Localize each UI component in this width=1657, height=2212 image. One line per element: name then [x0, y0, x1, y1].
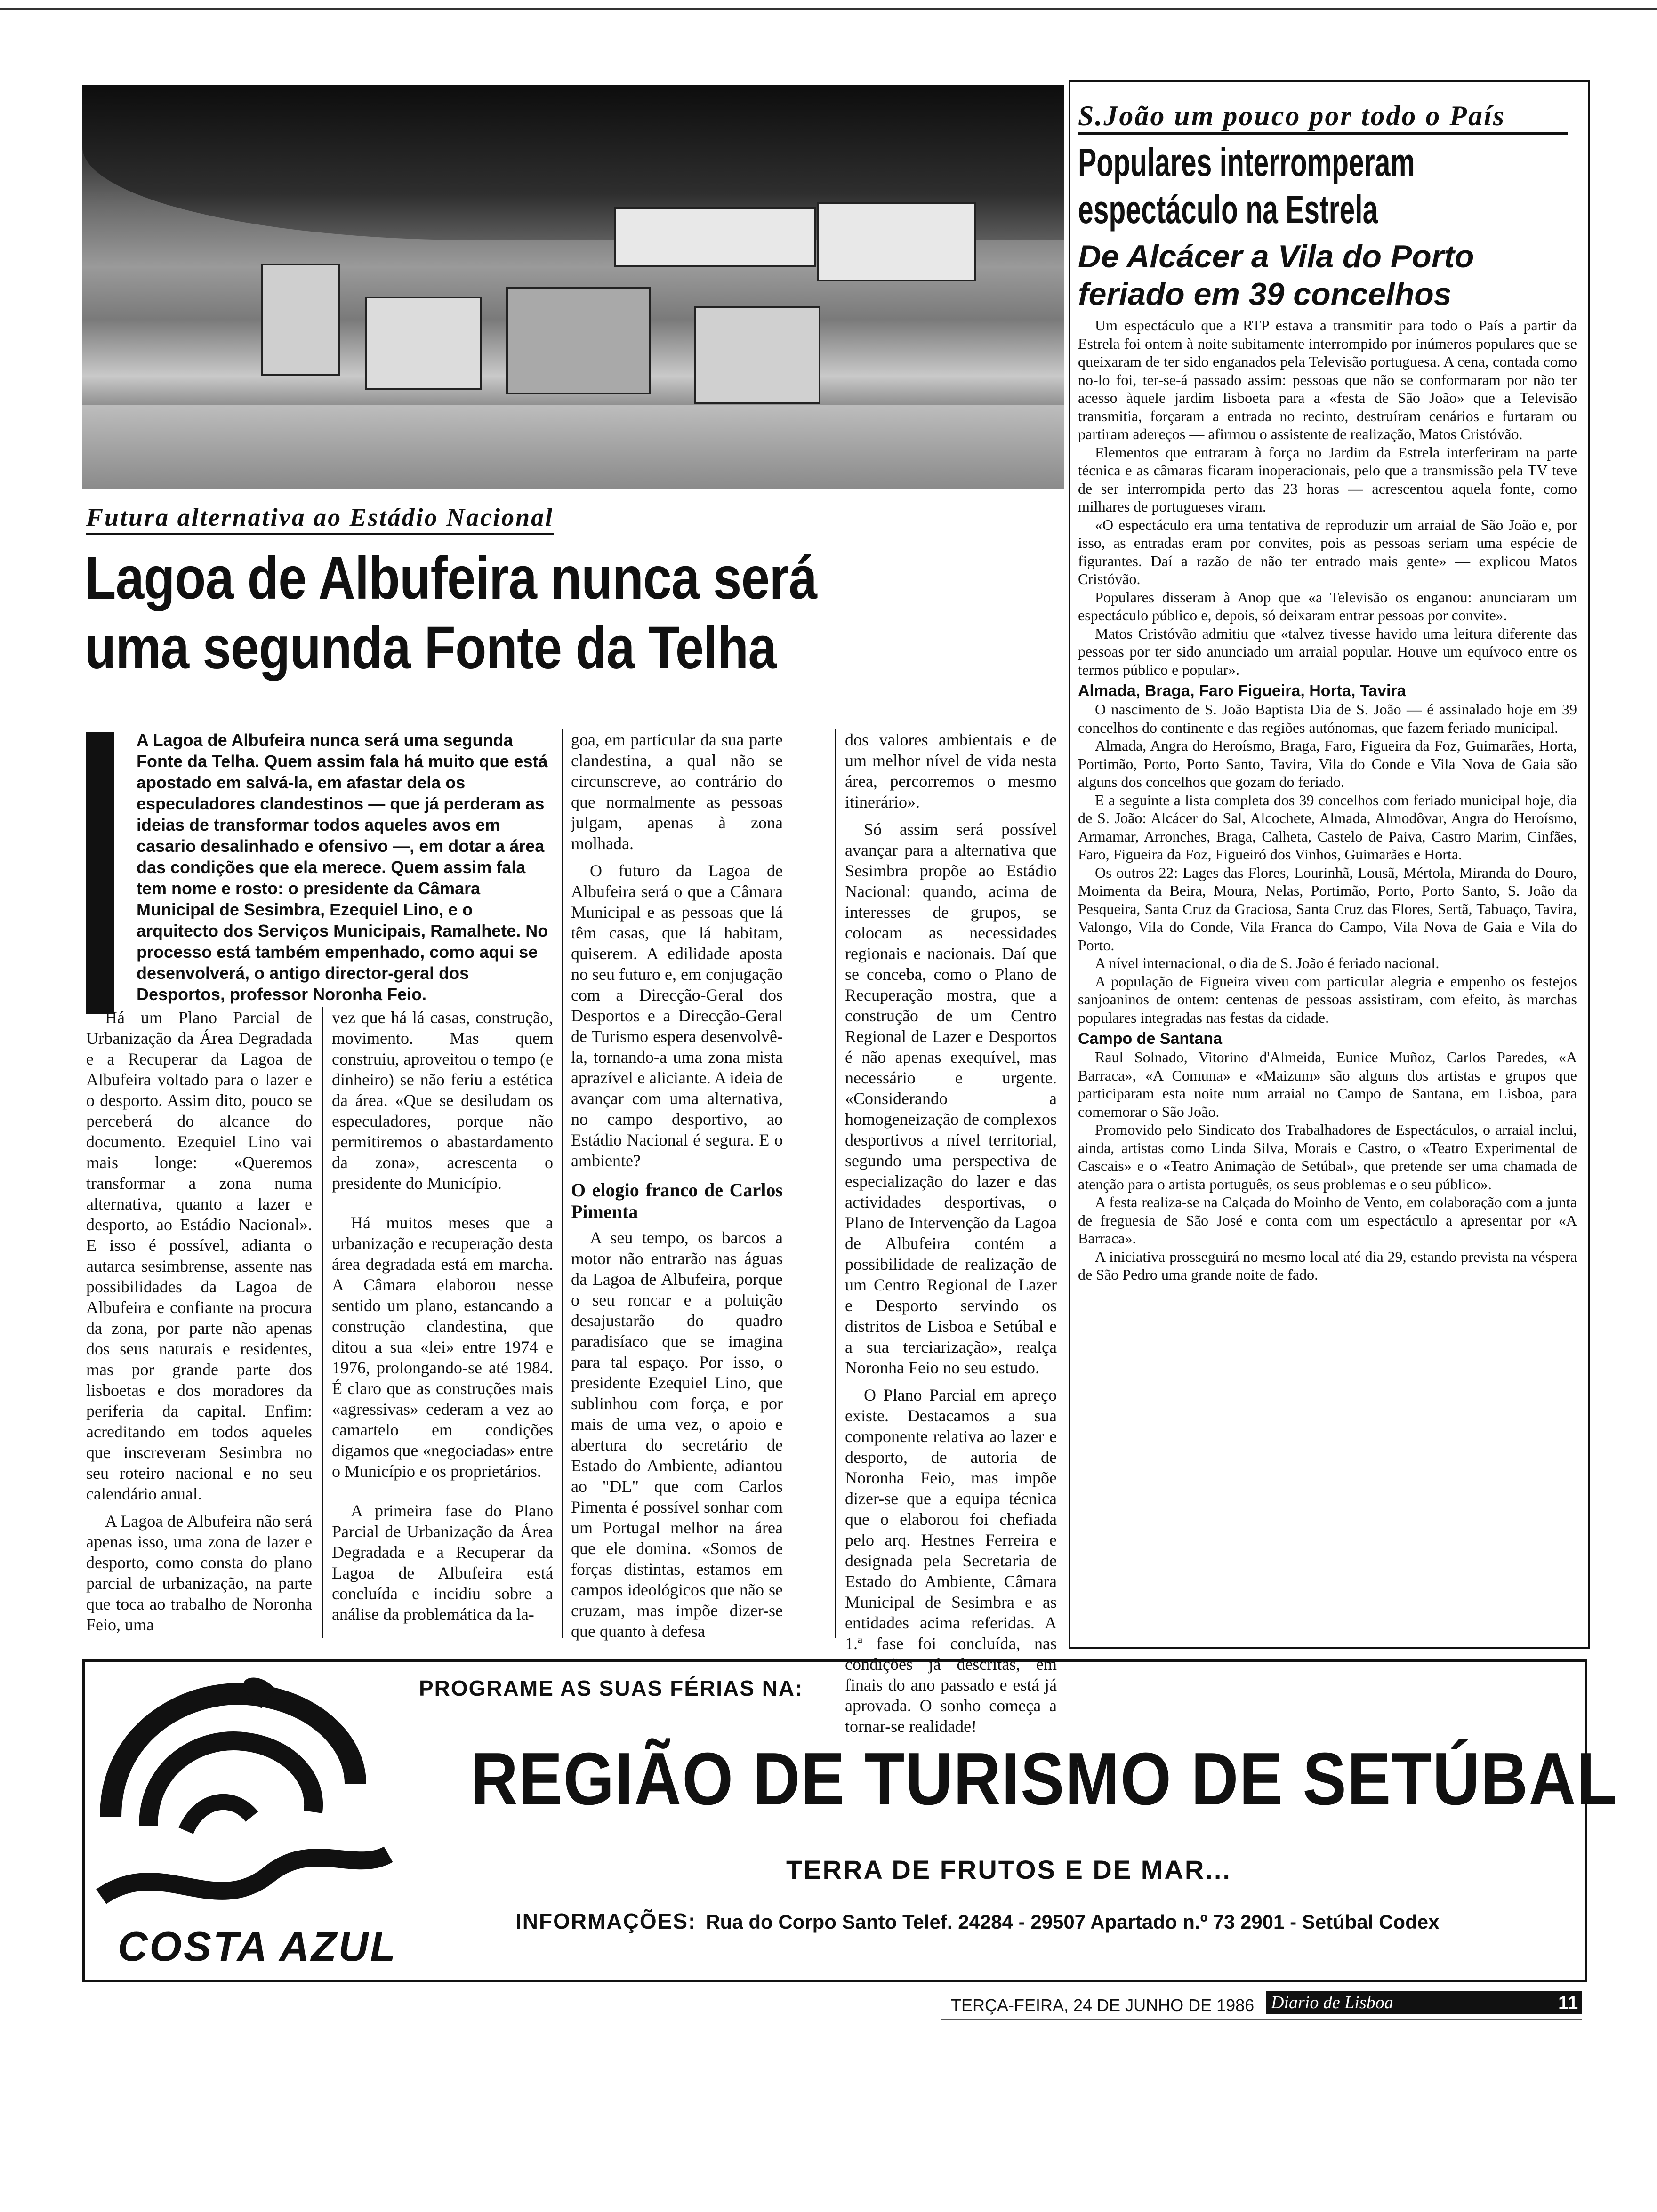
left-headline [85, 544, 917, 683]
paragraph: Matos Cristóvão admitiu que «talvez tivesse havido uma leitura diferente das pessoas por ter sido anunciado um arraial popular. Houve um equívoco entre os termos público e popular». [1078, 625, 1577, 678]
photo-building [694, 306, 820, 404]
paragraph: Há um Plano Parcial de Urbanização da Área Degradada e a Recuperar da Lagoa de Albufeira voltado para o lazer e o desporto. Assim dito, pouco se perceberá do alcance do documento. Ezequiel Lino vai mais longe: «Queremos transformar a zona numa alternativa, quanto a lazer e desporto, ao Estádio Nacional». E isso é possível, adianta o autarca sesimbrense, assente nas possibilidades da Lagoa de Albufeira e confiante na procura da zona, por parte não apenas dos seus naturais e residentes, mas por grande parte dos lisboetas e dos moradores da periferia da capital. Enfim: acreditando em todos aqueles que inscreveram Sesimbra no seu roteiro nacional e no seu calendário anual. [86, 1008, 312, 1503]
right-story-body [1078, 316, 1577, 1284]
subhead: Campo de Santana [1078, 1030, 1223, 1048]
paragraph: Elementos que entraram à força no Jardim da Estrela interferiram na parte técnica e as câmaras ficaram inoperacionais, pelo que a transmissão pela TV teve de ser interrompida perto das 23 horas — acrescentou aquela fonte, como milhares de portugueses viram. [1078, 443, 1577, 515]
column-rule [835, 729, 836, 1638]
photo-building [614, 207, 816, 267]
paragraph: «O espectáculo era uma tentativa de reproduzir um arraial de São João e, por isso, as entradas eram por convites, pois as pessoas seriam uma espécie de figurantes. Daí a razão de não ter entrado mais gente» — explicou Matos Cristóvão. [1078, 516, 1577, 587]
paragraph: Populares disseram à Anop que «a Televisão os enganou: anunciaram um espectáculo público e, depois, só deixaram entrar pessoas por convite». [1078, 588, 1577, 624]
ad-top-line: PROGRAME AS SUAS FÉRIAS NA: [419, 1676, 804, 1700]
right-subheadline: De Alcácer a Vila do Porto feriado em 39 concelhos [1078, 239, 1474, 312]
column-4 [845, 729, 1057, 1737]
ad-subtitle: TERRA DE FRUTOS E DE MAR... [786, 1855, 1231, 1884]
footer-paper-name: Diario de Lisboa [1266, 1991, 1582, 2014]
paragraph: dos valores ambientais e de um melhor nível de vida nesta área, percorremos o mesmo itinerário». [845, 730, 1057, 811]
paragraph: A seu tempo, os barcos a motor não entrarão nas águas da Lagoa de Albufeira, porque o seu roncar e a poluição desajustarão do quadro paradisíaco que se imagina para tal espaço. Por isso, o presidente Ezequiel Lino, que sublinhou com força, e por mais de uma vez, o apoio e abertura do secretário de Estado do Ambiente, adiantou ao "DL" que com Carlos Pimenta é possível sonhar com um Portugal melhor na área que ele domina. «Somos de forças distintas, estamos em campos ideológicos que não se cruzam, mas impõe dizer-se que quanto à defesa [571, 1228, 783, 1641]
headline-line-2: uma segunda Fonte da Telha [85, 614, 777, 681]
paragraph: A nível internacional, o dia de S. João é feriado nacional. [1095, 954, 1440, 971]
column-3 [571, 729, 783, 1642]
footer-date: TERÇA-FEIRA, 24 DE JUNHO DE 1986 [951, 1996, 1255, 2015]
photo-building [506, 287, 651, 394]
paragraph: Os outros 22: Lages das Flores, Lourinhã, Lousã, Mértola, Miranda do Douro, Moimenta da Beira, Moura, Nelas, Portimão, Porto, Porto Santo, S. João da Pesqueira, Santa Cruz da Graciosa, Santa Cruz das Flores, Sertã, Tabuaço, Tavira, Valongo, Vila do Conde, Vila Franca do Campo, Vila Nova de Gaia e Vila do Porto. [1078, 864, 1577, 954]
paragraph: Há muitos meses que a urbanização e recuperação desta área degradada está em marcha. A Câmara elaborou nesse sentido um plano, estancando a construção clandestina, que ditou a sua «lei» entre 1974 e 1976, prolongando-se até 1984. É claro que as construções mais «agressivas» cederam a vez ao camartelo em condições digamos que «negociadas» entre o Município e os proprietários. [332, 1213, 553, 1481]
photo-sesimbra [82, 85, 1064, 489]
paragraph: A festa realiza-se na Calçada do Moinho de Vento, em colaboração com a junta de freguesia de São José e conta com um espectáculo a apresentar por «A Barraca». [1078, 1194, 1577, 1247]
column-1 [86, 1007, 312, 1635]
paragraph: goa, em particular da sua parte clandestina, a qual não se circunscreve, ao contrário do que normalmente as pessoas julgam, apenas à zona molhada. [571, 730, 783, 853]
paragraph: Só assim será possível avançar para a alternativa que Sesimbra propõe ao Estádio Nacional: quando, acima de interesses de grupos, se colocam as necessidades regionais e nacionais. Daí que se conceba, como o Plano de Recuperação mostra, que a construção de um Centro Regional de Lazer e Desportos é não apenas exequível, mas necessário e urgente. «Considerando a homogeneização de complexos desportivos a nível territorial, segundo uma perspectiva de especialização do lazer e das actividades desportivas, o Plano de Intervenção da Lagoa de Albufeira contém a possibilidade de realização de um Centro Regional de Lazer e Desporto servindo os distritos de Lisboa e Setúbal e a sua terciarização», realça Noronha Feio no seu estudo. [845, 820, 1057, 1377]
headline-line-1: Lagoa de Albufeira nunca será [85, 545, 817, 612]
paragraph: Promovido pelo Sindicato dos Trabalhadores de Espectáculos, o arraial inclui, ainda, artistas como Linda Silva, Morais e Castro, o «Teatro Experimental de Cascais» e o «Teatro Animação de Setúbal», que pretende ser uma chamada de atenção para o artista português, os seus problemas e o seu público». [1078, 1121, 1577, 1193]
top-rule [0, 8, 1657, 10]
ad-title: REGIÃO DE TURISMO DE SETÚBAL [471, 1738, 1618, 1820]
photo-building [261, 264, 340, 376]
footer-rule [941, 2019, 1582, 2020]
left-kicker: Futura alternativa ao Estádio Nacional [86, 503, 554, 535]
paragraph: O nascimento de S. João Baptista Dia de S. João — é assinalado hoje em 39 concelhos do continente e das regiões autónomas, que fazem feriado municipal. [1078, 701, 1577, 736]
photo-building [817, 202, 976, 281]
paragraph: O futuro da Lagoa de Albufeira será o que a Câmara Municipal e as pessoas que lá têm casas, que lá habitam, quiserem. A edilidade aposta no seu futuro e, em conjugação com a Direcção-Geral dos Desportos e a Direcção-Geral de Turismo espera desenvolvê-la, tornando-a uma zona mista aprazível e aliciante. A ideia de avançar com uma alternativa, no campo desportivo, ao Estádio Nacional é segura. E o ambiente? [571, 861, 783, 1170]
paragraph: Almada, Angra do Heroísmo, Braga, Faro, Figueira da Foz, Guimarães, Horta, Portimão, Porto, Porto Santo, Tavira, Vila do Conde e Vila Nova de Gaia são alguns dos concelhos que gozam do feriado. [1078, 737, 1577, 790]
photo-beach [82, 405, 1064, 489]
right-kicker: S.João um pouco por todo o País [1078, 100, 1568, 135]
subhead: Almada, Braga, Faro Figueira, Horta, Tavira [1078, 682, 1406, 700]
paragraph: Raul Solnado, Vitorino d'Almeida, Eunice Muñoz, Carlos Paredes, «A Barraca», «A Comuna» e «Maizum» são alguns dos artistas e grupos que participaram esta noite num arraial no Campo de Santana, em Lisboa, para comemorar o São João. [1078, 1049, 1577, 1120]
paragraph: vez que há lá casas, construção, movimento. Mas quem construiu, aproveitou o tempo (e dinheiro) se não feriu a estética da área. «Que se desiludam os especuladores, porque não permitiremos o abastardamento da zona», acrescenta o presidente do Município. [332, 1008, 553, 1193]
paragraph: E a seguinte a lista completa dos 39 concelhos com feriado municipal hoje, dia de S. João: Alcácer do Sal, Alcochete, Almada, Almodôvar, Angra do Heroísmo, Armamar, Arronches, Braga, Calheta, Castelo de Paiva, Castro Marim, Cinfães, Faro, Figueira da Foz, Figueiró dos Vinhos, Guimarães e Horta. [1078, 791, 1577, 863]
costa-azul-wordmark: COSTA AZUL [118, 1923, 397, 1970]
lead-paragraph: A Lagoa de Albufeira nunca será uma segunda Fonte da Telha. Quem assim fala há muito que está apostado em salvá-la, em afastar dela os especuladores clandestinos — que já perderam as ideias de transformar todos aqueles avos em casario desalinhado e ofensivo —, em dotar a área das condições que ela merece. Quem assim fala tem nome e rosto: o presidente da Câmara Municipal de Sesimbra, Ezequiel Lino, e o arquitecto dos Serviços Municipais, Ramalhete. No processo está também empenhado, como aqui se desenvolverá, o antigo director-geral dos Desportos, professor Noronha Feio. [137, 730, 548, 1004]
paragraph: A primeira fase do Plano Parcial de Urbanização da Área Degradada e a Recuperar da Lagoa de Albufeira está concluída e incidiu sobre a análise da problemática da la- [332, 1501, 553, 1624]
ad-info [515, 1908, 1439, 1934]
photo-building [365, 297, 482, 390]
ad-info-label: INFORMAÇÕES: [515, 1909, 697, 1933]
paragraph: A população de Figueira viveu com particular alegria e empenho os festejos sanjoaninos de ontem: centenas de pessoas assistiram, com efeito, às marchas populares integradas nas festas da cidade. [1078, 972, 1577, 1026]
paragraph: A iniciativa prosseguirá no mesmo local até dia 29, estando prevista na véspera de São Pedro uma grande noite de fado. [1078, 1248, 1577, 1283]
drop-cap-bar [86, 732, 114, 1014]
ad-info-text: Rua do Corpo Santo Telef. 24284 - 29507 Apartado n.º 73 2901 - Setúbal Codex [706, 1911, 1440, 1933]
paragraph: Um espectáculo que a RTP estava a transmitir para todo o País a partir da Estrela foi ontem à noite subitamente interrompido por inúmeros populares que se queixaram de ter sido enganados pela Televisão portuguesa. A cena, contada como no-lo foi, ter-se-á passado assim: pessoas que não se conformaram por não ter acesso àquele jardim lisboeta para a «festa de São João» que a Televisão transmitia, forçaram a entrada no recinto, destruíram cenários e furtaram ou partiram adereços — afirmou o assistente de realização, Matos Cristóvão. [1078, 317, 1577, 442]
column-rule [562, 729, 563, 1638]
costa-azul-logo-icon [92, 1675, 393, 1920]
column-rule [322, 1007, 323, 1638]
column-2 [332, 1007, 553, 1625]
page-number: 11 [1558, 1993, 1578, 2013]
paragraph: O Plano Parcial em apreço existe. Destacamos a sua componente relativa ao lazer e desporto, de autoria de Noronha Feio, mas impõe dizer-se que a equipa técnica que o elaborou foi chefiada pelo arq. Hestnes Ferreira e designada pela Secretaria de Estado do Ambiente, Câmara Municipal de Sesimbra e as entidades acima referidas. A 1.ª fase foi concluída, nas condições já descritas, em finais do ano passado e está já aprovada. O sonho começa a tornar-se realidade! [845, 1386, 1057, 1736]
right-headline: Populares interromperam espectáculo na Estrela [1078, 140, 1415, 232]
paragraph: A Lagoa de Albufeira não será apenas isso, uma zona de lazer e desporto, como consta do plano parcial de urbanização, na parte que toca ao trabalho de Noronha Feio, uma [86, 1512, 312, 1634]
subhead: O elogio franco de Carlos Pimenta [571, 1179, 783, 1222]
